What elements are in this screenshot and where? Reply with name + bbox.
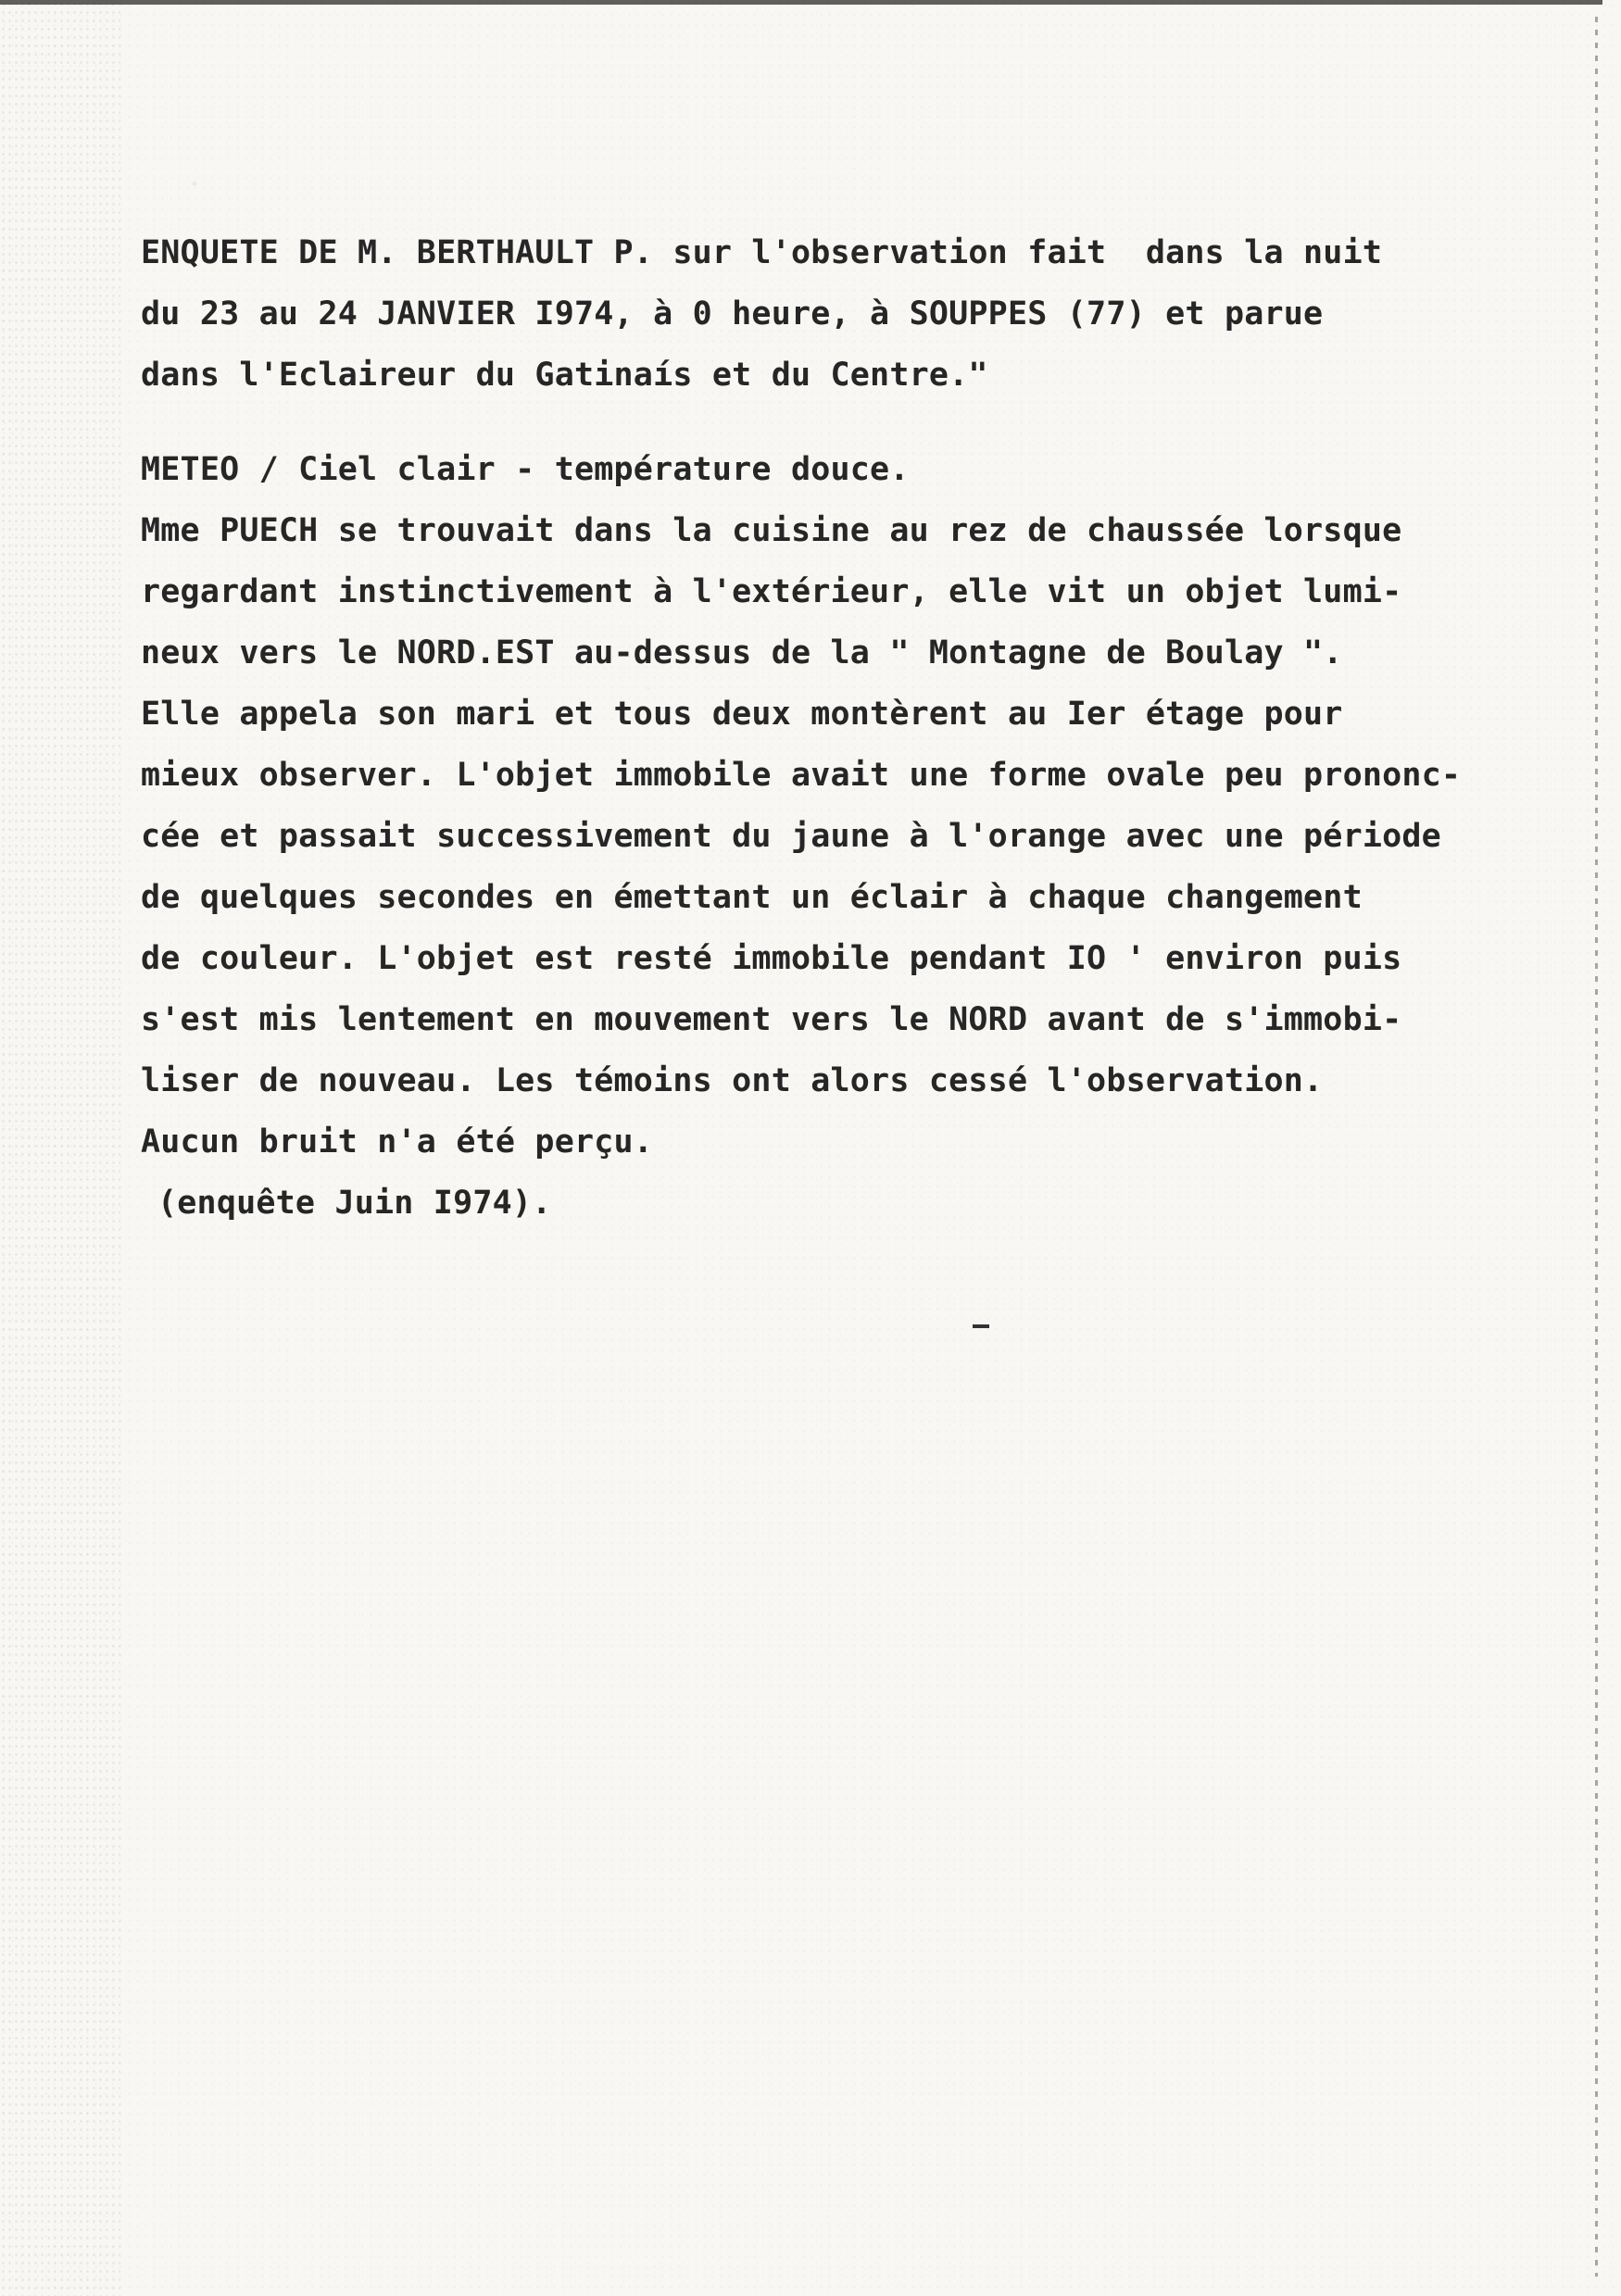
body-line-11: liser de nouveau. Les témoins ont alors cessé l'observation. <box>141 1062 1324 1099</box>
closing-line: (enquête Juin I974). <box>157 1185 552 1222</box>
body-line-5: Elle appela son mari et tous deux montèrent au Ier étage pour <box>141 696 1343 733</box>
body-line-2: Mme PUECH se trouvait dans la cuisine au rez de chaussée lorsque <box>141 512 1402 549</box>
body-line-12: Aucun bruit n'a été perçu. <box>141 1123 654 1161</box>
body-line-1: METEO / Ciel clair - température douce. <box>141 451 910 488</box>
body-line-10: s'est mis lentement en mouvement vers le NORD avant de s'immobi- <box>141 1001 1402 1038</box>
body-line-7: cée et passait successivement du jaune à l'orange avec une période <box>141 818 1441 855</box>
top-edge-line <box>0 0 1602 5</box>
scan-edge-noise <box>0 0 120 2296</box>
header-line-2: du 23 au 24 JANVIER I974, à 0 heure, à SOUPPES (77) et parue <box>141 295 1324 332</box>
right-edge-line <box>1595 17 1598 2277</box>
body-line-8: de quelques secondes en émettant un éclair à chaque changement <box>141 879 1363 916</box>
body-line-4: neux vers le NORD.EST au-dessus de la " Montagne de Boulay ". <box>141 634 1343 671</box>
header-line-1: ENQUETE DE M. BERTHAULT P. sur l'observation fait dans la nuit <box>141 234 1383 271</box>
typewritten-text <box>141 222 1586 1234</box>
body-line-6: mieux observer. L'objet immobile avait une forme ovale peu prononc- <box>141 757 1462 794</box>
body-line-3: regardant instinctivement à l'extérieur, elle vit un objet lumi- <box>141 573 1402 610</box>
body-line-9: de couleur. L'objet est resté immobile pendant IO ' environ puis <box>141 940 1402 977</box>
paragraph-gap <box>141 406 1586 439</box>
header-line-3: dans l'Eclaireur du Gatinaís et du Centre." <box>141 357 988 394</box>
stray-dash-mark <box>973 1324 989 1328</box>
